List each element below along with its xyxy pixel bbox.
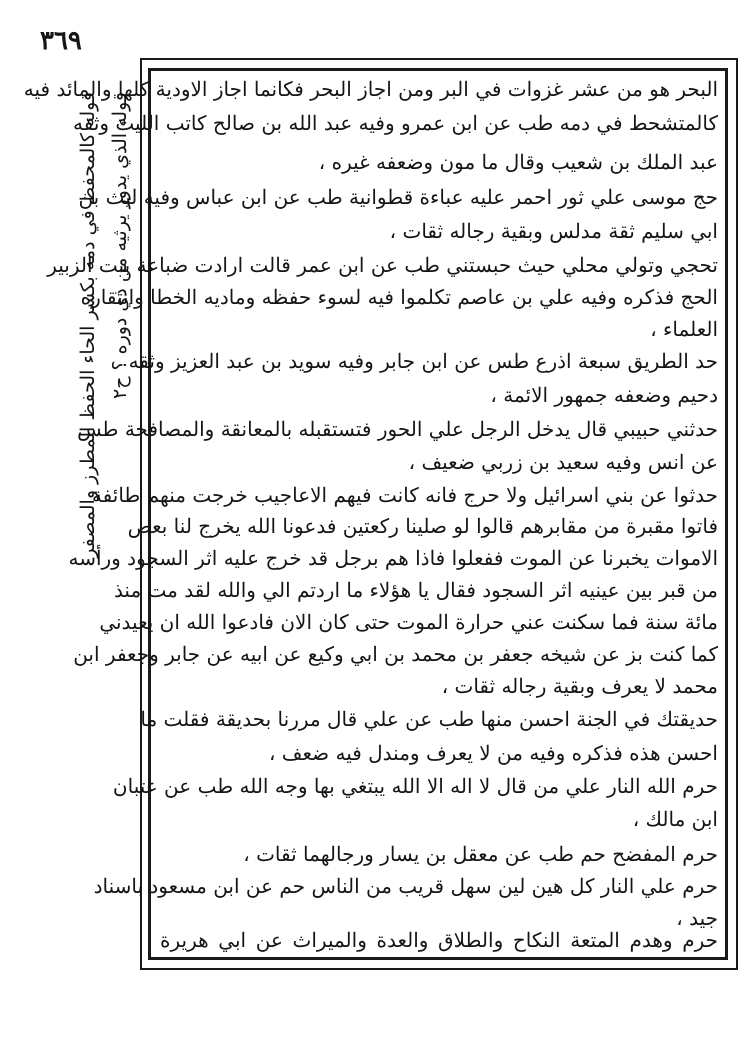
text-line: حرم وهدم المتعة النكاح والطلاق والعدة والميراث عن ابي هريرة: [160, 928, 718, 952]
text-line: العلماء ،: [650, 317, 718, 341]
text-line: ابن مالك ،: [632, 807, 718, 831]
text-line: حدثني حبيبي قال يدخل الرجل علي الحور فتستقبله بالمعانقة والمصافحة طس: [77, 417, 718, 441]
margin-note-line: قوله كالمحفظ في دمه بكسر الحاء الحفظ المطرز والمصفر: [77, 92, 99, 558]
text-line: حرم المفضح حم طب عن معقل بن يسار ورجالهما ثقات ،: [243, 842, 718, 866]
text-line: فاتوا مقبرة من مقابرهم قالوا لو صلينا ركعتين فدعونا الله يخرج لنا بعض: [127, 514, 718, 538]
text-line: حد الطريق سبعة اذرع طس عن ابن جابر وفيه سويد بن عبد العزيز وثقه: [128, 349, 718, 373]
text-line: محمد لا يعرف وبقية رجاله ثقات ،: [441, 674, 718, 698]
text-line: عن انس وفيه سعيد بن زربي ضعيف ،: [408, 450, 718, 474]
text-line: كما كنت بز عن شيخه جعفر بن محمد بن ابي وكيع عن ابيه عن جابر وجعفر ابن: [73, 642, 718, 666]
text-line: كالمتشحط في دمه طب عن ابن عمرو وفيه عبد الله بن صالح كاتب الليث وثقه: [72, 111, 718, 135]
text-line: حج موسى علي ثور احمر عليه عباءة قطوانية طب عن ابن عباس وفيه ليث بن: [78, 185, 718, 209]
text-line: الحج فذكره وفيه علي بن عاصم تكلموا فيه لسوء حفظه وماديه الخطا وانتقاره: [80, 285, 718, 309]
text-line: ابي سليم ثقة مدلس وبقية رجاله ثقات ،: [389, 219, 718, 243]
text-line: حدثوا عن بني اسرائيل ولا حرج فانه كانت فيهم الاعاجيب خرجت منهم طائفة: [91, 483, 718, 507]
text-line: حرم الله النار علي من قال لا اله الا الله يبتغي بها وجه الله طب عن عتبان: [112, 774, 718, 798]
text-line: حرم علي النار كل هين لين سهل قريب من الناس حم عن ابن مسعود باسناد: [93, 874, 718, 898]
margin-note: [6, 92, 131, 672]
text-line: حديقتك في الجنة احسن منها طب عن علي قال مررنا بحديقة فقلت ما: [140, 707, 718, 731]
page-number: ٣٦٩: [40, 26, 82, 56]
text-line: مائة سنة فما سكنت عني حرارة الموت حتى كان الان فادعوا الله ان يعيدني: [99, 610, 718, 634]
text-line: الاموات يخبرنا عن الموت ففعلوا فاذا هم برجل قد خرج عليه اثر السجود ورأسه: [68, 546, 718, 570]
text-line: احسن هذه فذكره وفيه من لا يعرف ومندل فيه ضعف ،: [268, 741, 718, 765]
margin-note-line: قوله الذي يدور يرثيه من ذي دوره ؟ ح٢: [109, 92, 131, 400]
text-line: عبد الملك بن شعيب وقال ما مون وضعفه غيره ،: [318, 150, 718, 174]
text-line: دحيم وضعفه جمهور الائمة ،: [490, 383, 718, 407]
text-line: البحر هو من عشر غزوات في البر ومن اجاز البحر فكانما اجاز الاودية كلها والمائد فيه: [23, 77, 718, 101]
text-line: من قبر بين عينيه اثر السجود فقال يا هؤلاء ما اردتم الي والله لقد مت منذ: [113, 578, 718, 602]
text-line: تحجي وتولي محلي حيث حبستني طب عن ابن عمر قالت ارادت ضباعة بنت الزبير: [47, 253, 718, 277]
text-line: جيد ،: [676, 906, 718, 930]
